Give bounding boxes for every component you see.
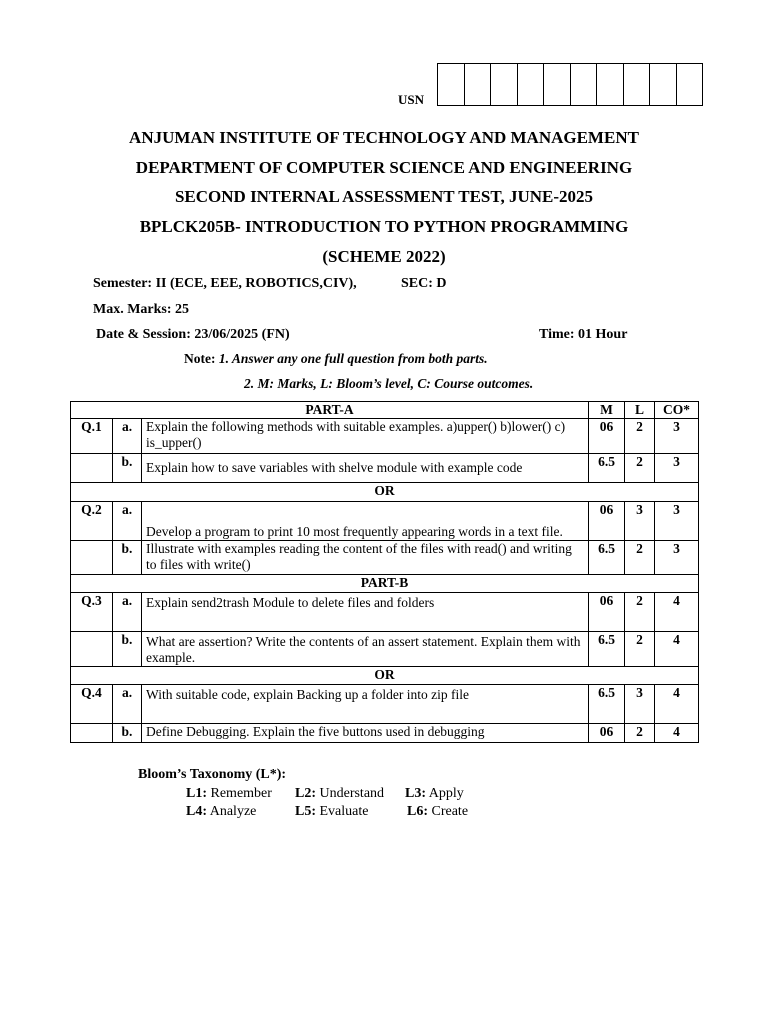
table-row xyxy=(71,593,699,632)
note-line-1 xyxy=(184,351,488,367)
sub-label: a. xyxy=(113,419,142,454)
question-text: Illustrate with examples reading the content of the files with read() and writing to files with write() xyxy=(142,541,589,575)
blooms-title: Bloom’s Taxonomy (L*): xyxy=(138,767,287,782)
course-outcome: 3 xyxy=(655,502,699,541)
blooms-key: L6: xyxy=(407,804,428,819)
question-number: Q.2 xyxy=(71,502,113,541)
blooms-value: Apply xyxy=(428,786,464,801)
usn-box[interactable] xyxy=(465,64,492,105)
blooms-value: Remember xyxy=(210,786,272,801)
level: 3 xyxy=(625,685,655,724)
question-number-empty xyxy=(71,724,113,743)
sub-label: b. xyxy=(113,454,142,483)
note-label: Note: xyxy=(184,351,216,366)
level: 2 xyxy=(625,632,655,667)
level: 3 xyxy=(625,502,655,541)
blooms-value: Evaluate xyxy=(319,804,369,819)
or-divider: OR xyxy=(71,483,699,502)
blooms-value: Analyze xyxy=(209,804,257,819)
blooms-row-2 xyxy=(186,804,256,820)
question-number: Q.1 xyxy=(71,419,113,454)
table-row xyxy=(71,502,699,541)
sub-label: b. xyxy=(113,632,142,667)
blooms-row-2c xyxy=(407,804,468,820)
sub-label: b. xyxy=(113,724,142,743)
table-row xyxy=(71,685,699,724)
question-text: With suitable code, explain Backing up a folder into zip file xyxy=(142,685,589,724)
time-info: Time: 01 Hour xyxy=(539,327,628,342)
question-number: Q.3 xyxy=(71,593,113,632)
blooms-row-1c xyxy=(405,786,464,802)
table-row xyxy=(71,419,699,454)
question-text: Explain the following methods with suitable examples. a)upper() b)lower() c) is_upper() xyxy=(142,419,589,454)
table-row xyxy=(71,454,699,483)
course-outcome: 3 xyxy=(655,541,699,575)
col-co: CO* xyxy=(655,402,699,419)
course-outcome: 3 xyxy=(655,454,699,483)
semester-info: Semester: II (ECE, EEE, ROBOTICS,CIV), xyxy=(93,276,357,291)
sub-label: a. xyxy=(113,685,142,724)
part-a-heading: PART-A xyxy=(71,402,589,419)
usn-boxes xyxy=(437,63,703,106)
note-line-2 xyxy=(244,376,533,392)
institute-title: ANJUMAN INSTITUTE OF TECHNOLOGY AND MANAGEMENT xyxy=(129,128,639,147)
table-row xyxy=(71,541,699,575)
question-number: Q.4 xyxy=(71,685,113,724)
level: 2 xyxy=(625,593,655,632)
note-2: 2. M: Marks, L: Bloom’s level, C: Course outcomes. xyxy=(244,376,534,391)
blooms-value: Understand xyxy=(319,786,385,801)
part-b-heading: PART-B xyxy=(71,575,699,593)
usn-box[interactable] xyxy=(491,64,518,105)
usn-label: USN xyxy=(398,92,425,107)
marks: 06 xyxy=(589,593,625,632)
level: 2 xyxy=(625,454,655,483)
blooms-key: L1: xyxy=(186,786,207,801)
sub-label: b. xyxy=(113,541,142,575)
blooms-row-1 xyxy=(186,786,272,802)
marks: 6.5 xyxy=(589,541,625,575)
test-title: SECOND INTERNAL ASSESSMENT TEST, JUNE-2025 xyxy=(174,187,594,206)
section-info: SEC: D xyxy=(401,276,447,291)
marks: 06 xyxy=(589,419,625,454)
department-title: DEPARTMENT OF COMPUTER SCIENCE AND ENGINEERING xyxy=(135,158,633,177)
level: 2 xyxy=(625,419,655,454)
question-text: Define Debugging. Explain the five buttons used in debugging xyxy=(142,724,589,743)
course-outcome: 4 xyxy=(655,632,699,667)
marks: 6.5 xyxy=(589,632,625,667)
blooms-row-1b xyxy=(295,786,384,802)
date-session: Date & Session: 23/06/2025 (FN) xyxy=(96,327,290,342)
part-b-row xyxy=(71,575,699,593)
question-number-empty xyxy=(71,454,113,483)
course-title: BPLCK205B- INTRODUCTION TO PYTHON PROGRAMMING xyxy=(139,217,629,236)
usn-box[interactable] xyxy=(518,64,545,105)
col-marks: M xyxy=(589,402,625,419)
question-text: Explain how to save variables with shelve module with example code xyxy=(142,454,589,483)
level: 2 xyxy=(625,541,655,575)
blooms-key: L5: xyxy=(295,804,316,819)
blooms-key: L4: xyxy=(186,804,207,819)
sub-label: a. xyxy=(113,502,142,541)
usn-box[interactable] xyxy=(544,64,571,105)
scheme-title: (SCHEME 2022) xyxy=(322,247,446,266)
marks: 6.5 xyxy=(589,454,625,483)
course-outcome: 4 xyxy=(655,724,699,743)
blooms-key: L3: xyxy=(405,786,426,801)
usn-box[interactable] xyxy=(677,64,703,105)
course-outcome: 4 xyxy=(655,593,699,632)
question-text: Explain send2trash Module to delete files and folders xyxy=(142,593,589,632)
question-text: What are assertion? Write the contents of an assert statement. Explain them with example. xyxy=(142,632,589,667)
blooms-value: Create xyxy=(431,804,469,819)
table-header-row xyxy=(71,402,699,419)
marks: 06 xyxy=(589,502,625,541)
blooms-row-2b xyxy=(295,804,368,820)
blooms-key: L2: xyxy=(295,786,316,801)
question-text: Develop a program to print 10 most frequently appearing words in a text file. xyxy=(142,502,589,541)
level: 2 xyxy=(625,724,655,743)
usn-box[interactable] xyxy=(597,64,624,105)
sub-label: a. xyxy=(113,593,142,632)
usn-box[interactable] xyxy=(438,64,465,105)
table-row xyxy=(71,632,699,667)
marks: 6.5 xyxy=(589,685,625,724)
table-row xyxy=(71,724,699,743)
course-outcome: 3 xyxy=(655,419,699,454)
question-number-empty xyxy=(71,541,113,575)
usn-box[interactable] xyxy=(650,64,677,105)
marks: 06 xyxy=(589,724,625,743)
or-divider: OR xyxy=(71,667,699,685)
or-row xyxy=(71,483,699,502)
usn-box[interactable] xyxy=(571,64,598,105)
max-marks: Max. Marks: 25 xyxy=(93,302,190,317)
question-number-empty xyxy=(71,632,113,667)
usn-box[interactable] xyxy=(624,64,651,105)
question-table xyxy=(70,401,699,743)
course-outcome: 4 xyxy=(655,685,699,724)
or-row xyxy=(71,667,699,685)
col-level: L xyxy=(625,402,655,419)
note-1: 1. Answer any one full question from both parts. xyxy=(218,351,488,366)
